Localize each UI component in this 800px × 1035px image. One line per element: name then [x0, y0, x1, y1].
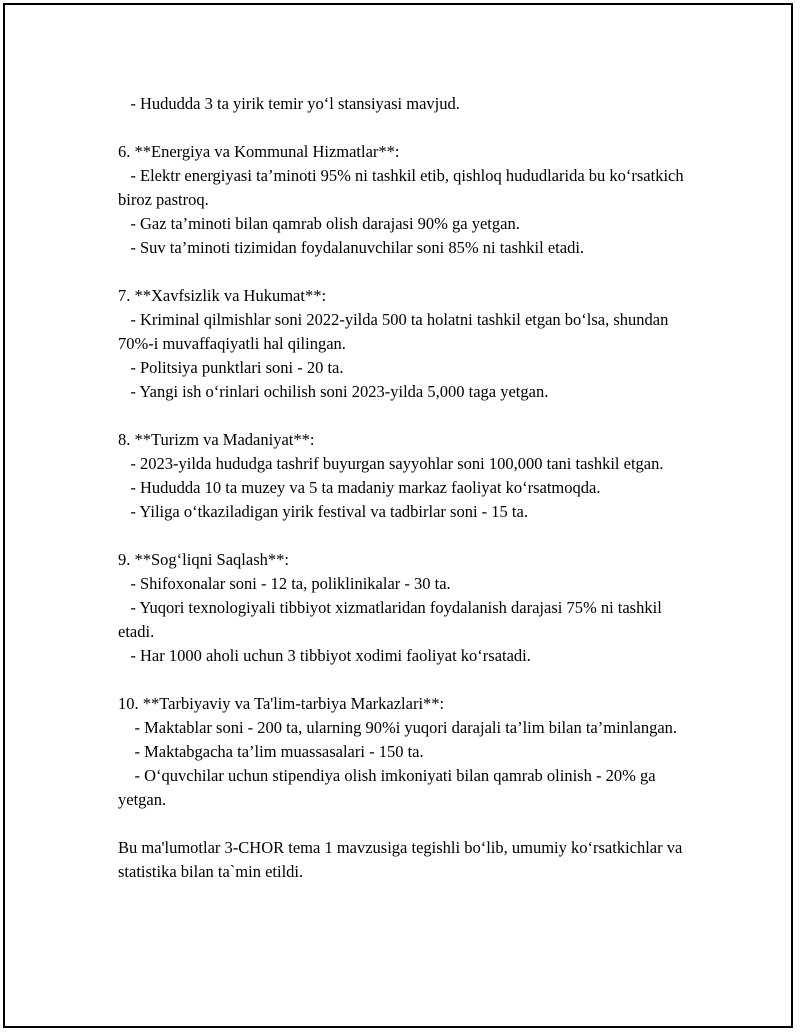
blank-line [118, 524, 688, 548]
list-item: - Yangi ish o‘rinlari ochilish soni 2023-yilda 5,000 taga yetgan. [118, 382, 549, 401]
list-item: - Gaz ta’minoti bilan qamrab olish darajasi 90% ga yetgan. [118, 214, 520, 233]
list-item: - Hududda 10 ta muzey va 5 ta madaniy markaz faoliyat ko‘rsatmoqda. [118, 478, 601, 497]
blank-line [118, 668, 688, 692]
list-item: - O‘quvchilar uchun stipendiya olish imkoniyati bilan qamrab olinish - 20% ga yetgan. [118, 766, 660, 809]
blank-line [118, 404, 688, 428]
closing-paragraph: Bu ma'lumotlar 3-CHOR tema 1 mavzusiga tegishli bo‘lib, umumiy ko‘rsatkichlar va statistika bilan ta`min etildi. [118, 838, 687, 881]
list-item: - Yiliga o‘tkaziladigan yirik festival va tadbirlar soni - 15 ta. [118, 502, 528, 521]
section-heading: 7. **Xavfsizlik va Hukumat**: [118, 286, 327, 305]
section-heading: 8. **Turizm va Madaniyat**: [118, 430, 315, 449]
list-item: - Suv ta’minoti tizimidan foydalanuvchilar soni 85% ni tashkil etadi. [118, 238, 585, 257]
list-item: - 2023-yilda hududga tashrif buyurgan sayyohlar soni 100,000 tani tashkil etgan. [118, 454, 664, 473]
list-item: - Shifoxonalar soni - 12 ta, poliklinikalar - 30 ta. [118, 574, 451, 593]
blank-line [118, 116, 688, 140]
section-heading: 10. **Tarbiyaviy va Ta'lim-tarbiya Markazlari**: [118, 694, 445, 713]
text-line: - Hududda 3 ta yirik temir yo‘l stansiyasi mavjud. [118, 94, 460, 113]
list-item: - Maktabgacha ta’lim muassasalari - 150 ta. [118, 742, 424, 761]
list-item: - Politsiya punktlari soni - 20 ta. [118, 358, 344, 377]
list-item: - Har 1000 aholi uchun 3 tibbiyot xodimi faoliyat ko‘rsatadi. [118, 646, 531, 665]
blank-line [118, 260, 688, 284]
section-heading: 6. **Energiya va Kommunal Hizmatlar**: [118, 142, 400, 161]
document-body [118, 92, 688, 884]
section-heading: 9. **Sog‘liqni Saqlash**: [118, 550, 289, 569]
list-item: - Elektr energiyasi ta’minoti 95% ni tashkil etib, qishloq hududlarida bu ko‘rsatkich biroz pastroq. [118, 166, 688, 209]
list-item: - Yuqori texnologiyali tibbiyot xizmatlaridan foydalanish darajasi 75% ni tashkil etadi. [118, 598, 666, 641]
list-item: - Maktablar soni - 200 ta, ularning 90%i yuqori darajali ta’lim bilan ta’minlangan. [118, 718, 678, 737]
blank-line [118, 812, 688, 836]
list-item: - Kriminal qilmishlar soni 2022-yilda 500 ta holatni tashkil etgan bo‘lsa, shundan 70%-i muvaffaqiyatli hal qilingan. [118, 310, 673, 353]
